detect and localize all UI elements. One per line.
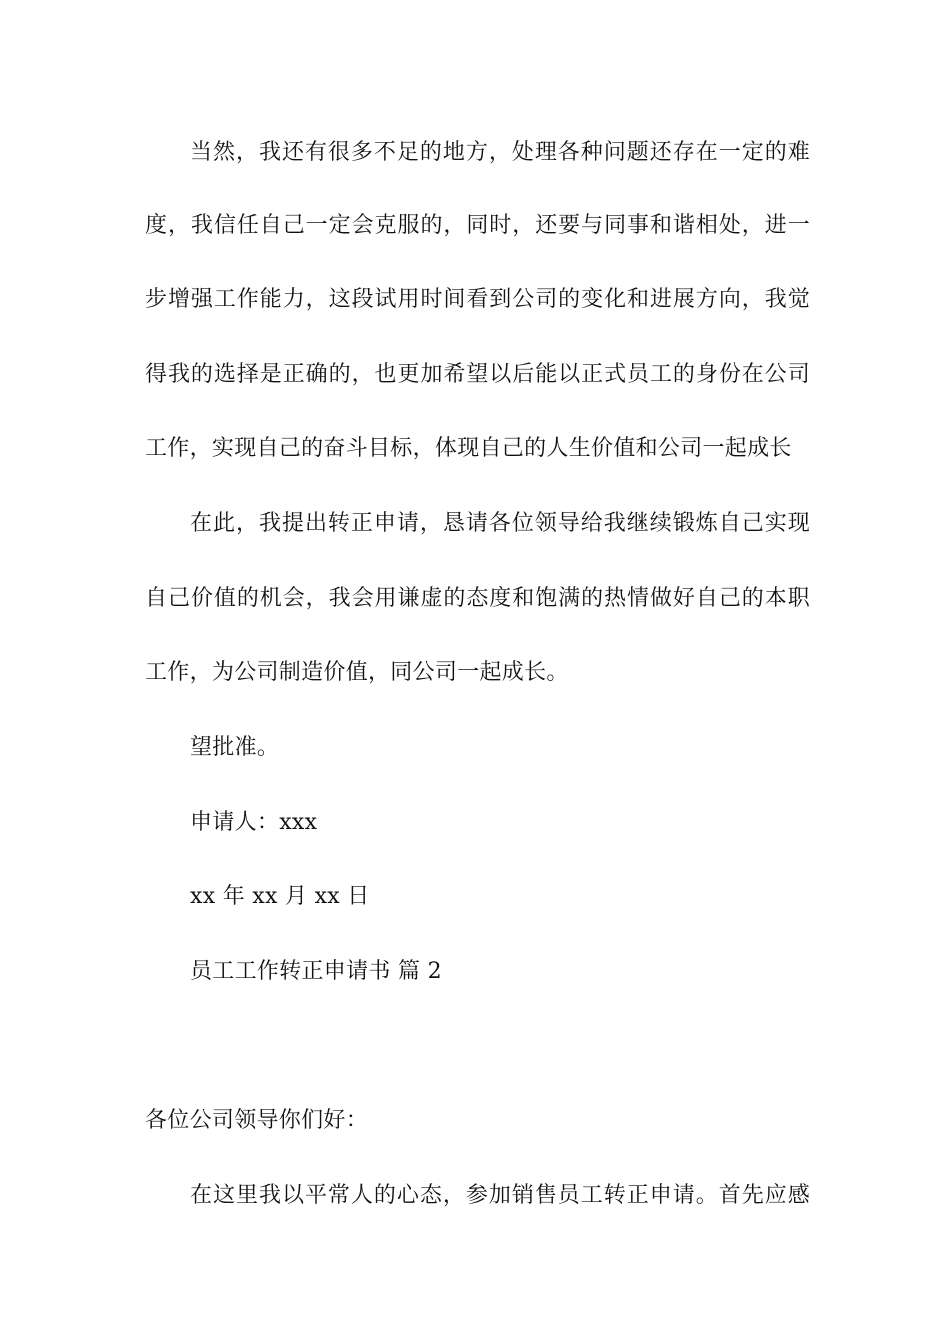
salutation: 各位公司领导你们好： (145, 1108, 369, 1133)
text-line: 工作，实现自己的奋斗目标，体现自己的人生价值和公司一起成长 (145, 436, 792, 461)
text-line: 在此，我提出转正申请，恳请各位领导给我继续锻炼自己实现 (190, 511, 810, 536)
section-title: 员工工作转正申请书 篇 2 (190, 959, 442, 984)
applicant-signature: 申请人：xxx (190, 810, 318, 835)
text-line: 步增强工作能力，这段试用时间看到公司的变化和进展方向，我觉 (145, 287, 810, 312)
date-line: xx 年 xx 月 xx 日 (190, 884, 370, 909)
text-line: 自己价值的机会，我会用谦虚的态度和饱满的热情做好自己的本职 (145, 586, 810, 611)
text-line: 度，我信任自己一定会克服的，同时，还要与同事和谐相处，进一 (145, 213, 810, 238)
text-line: 得我的选择是正确的，也更加希望以后能以正式员工的身份在公司 (145, 362, 810, 387)
text-line: 在这里我以平常人的心态，参加销售员工转正申请。首先应感 (190, 1183, 810, 1208)
text-line: 工作，为公司制造价值，同公司一起成长。 (145, 660, 569, 685)
text-line: 当然，我还有很多不足的地方，处理各种问题还存在一定的难 (190, 140, 810, 165)
closing-text: 望批准。 (190, 735, 280, 760)
